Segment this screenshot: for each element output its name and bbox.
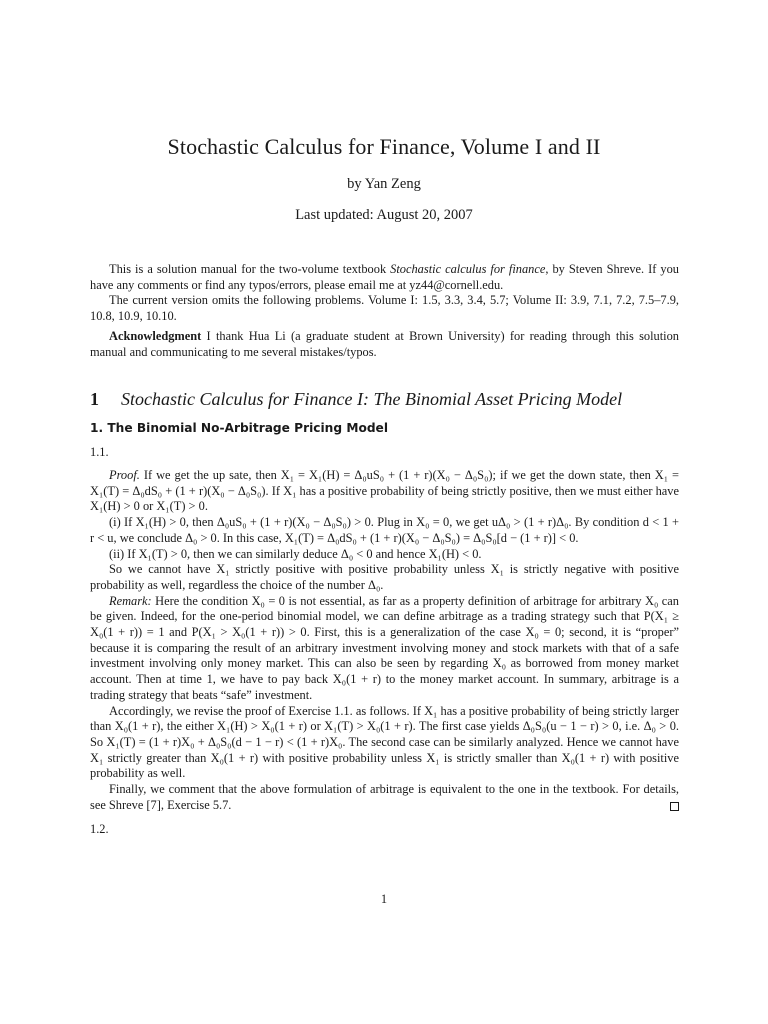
qed-square-icon xyxy=(670,802,679,811)
acknowledgment-label: Acknowledgment xyxy=(109,329,202,343)
proof-label: Proof. xyxy=(109,468,140,482)
last-updated-date: Last updated: August 20, 2007 xyxy=(295,207,473,223)
conclusion-paragraph: So we cannot have X₁ strictly positive with positive probability unless X₁ is strictly negative with positive probability as well, regardless the choice of the number Δ₀. xyxy=(90,562,679,592)
book-title: Stochastic calculus for finance xyxy=(390,262,546,276)
page-number: 1 xyxy=(380,892,388,906)
proof-block xyxy=(90,468,679,813)
final-comment-paragraph xyxy=(90,782,679,813)
section-number: 1 xyxy=(90,389,99,409)
intro-text: This is a solution manual for the two-volume textbook xyxy=(109,262,391,276)
section-title: Stochastic Calculus for Finance I: The Binomial Asset Pricing Model xyxy=(121,389,623,409)
omitted-problems-paragraph: The current version omits the following problems. Volume I: 1.5, 3.3, 3.4, 5.7; Volume II: 3.9, 7.1, 7.2, 7.5–7.9, 10.8, 10.9, 10.10. xyxy=(90,293,679,324)
proof-text: If we get the up sate, then X₁ = X₁(H) = Δ₀uS₀ + (1 + r)(X₀ − Δ₀S₀); if we get the down state, then X₁ = X₁(T) = Δ₀dS₀ + (1 + r)(X₀ − Δ₀S₀). If X₁ has a positive probability of being strictly positive, then we must either have X₁(H) > 0 or X₁(T) > 0. xyxy=(90,468,679,514)
document-author: by Yan Zeng xyxy=(347,176,421,192)
section-heading xyxy=(90,389,690,410)
proof-paragraph xyxy=(90,468,679,515)
revised-proof-paragraph: Accordingly, we revise the proof of Exercise 1.1. as follows. If X₁ has a positive probability of being strictly larger than X₀(1 + r), the either X₁(H) > X₀(1 + r) or X₁(T) > X₀(1 + r). The first case yields Δ₀S₀(u − 1 − r) > 0, i.e. Δ₀ > 0. So X₁(T) = (1 + r)X₀ + Δ₀S₀(d − 1 − r) < (1 + r)X₀. The second case can be similarly analyzed. Hence we cannot have X₁ strictly greater than X₀(1 + r) with positive probability unless X₁ is strictly smaller than X₀(1 + r) with positive probability as well. xyxy=(90,703,679,781)
final-comment-text: Finally, we comment that the above formulation of arbitrage is equivalent to the one in the textbook. For details, see Shreve [7], Exercise 5.7. xyxy=(90,782,679,812)
remark-paragraph xyxy=(90,594,679,704)
acknowledgment-paragraph xyxy=(90,329,679,360)
case-ii-paragraph: (ii) If X₁(T) > 0, then we can similarly deduce Δ₀ < 0 and hence X₁(H) < 0. xyxy=(109,546,482,561)
remark-label: Remark: xyxy=(109,593,152,608)
intro-block xyxy=(90,262,679,325)
intro-paragraph xyxy=(90,262,679,293)
case-i-paragraph: (i) If X₁(H) > 0, then Δ₀uS₀ + (1 + r)(X₀ − Δ₀S₀) > 0. Plug in X₀ = 0, we get uΔ₀ > (1 + r)Δ₀. By condition d < 1 + r < u, we conclude Δ₀ > 0. In this case, X₁(T) = Δ₀dS₀ + (1 + r)(X₀ − Δ₀S₀) = Δ₀S₀[d − (1 + r)] < 0. xyxy=(90,515,679,545)
remark-text: Here the condition X₀ = 0 is not essential, as far as a property definition of arbitrage for arbitrary X₀ can be given. Indeed, for the one-period binomial model, we can define arbitrage as a trading strategy such that P(X₁ ≥ X₀(1 + r)) = 1 and P(X₁ > X₀(1 + r)) > 0. First, this is a generalization of the case X₀ = 0; second, it is “proper” because it is comparing the result of an arbitrary investment involving money and stock markets with that of a safe investment involving only money market. This can also be seen by regarding X₀ as borrowed from money market account. Then at time 1, we have to pay back X₀(1 + r) to the money market account. In summary, arbitrage is a trading strategy that beats “safe” investment. xyxy=(90,593,679,702)
exercise-label-1-1: 1.1. xyxy=(90,445,109,459)
intro-text-end: , by Steven Shreve. If you have any comments or find any typos/errors, please email me at yz44@cornell.edu. xyxy=(90,262,679,292)
document-title: Stochastic Calculus for Finance, Volume I and II xyxy=(167,134,601,159)
exercise-label-1-2: 1.2. xyxy=(90,822,109,836)
subsection-heading: 1. The Binomial No-Arbitrage Pricing Model xyxy=(90,421,388,435)
acknowledgment-text: I thank Hua Li (a graduate student at Brown University) for reading through this solution manual and communicating to me several mistakes/typos. xyxy=(90,329,679,359)
acknowledgment-block xyxy=(90,329,679,360)
